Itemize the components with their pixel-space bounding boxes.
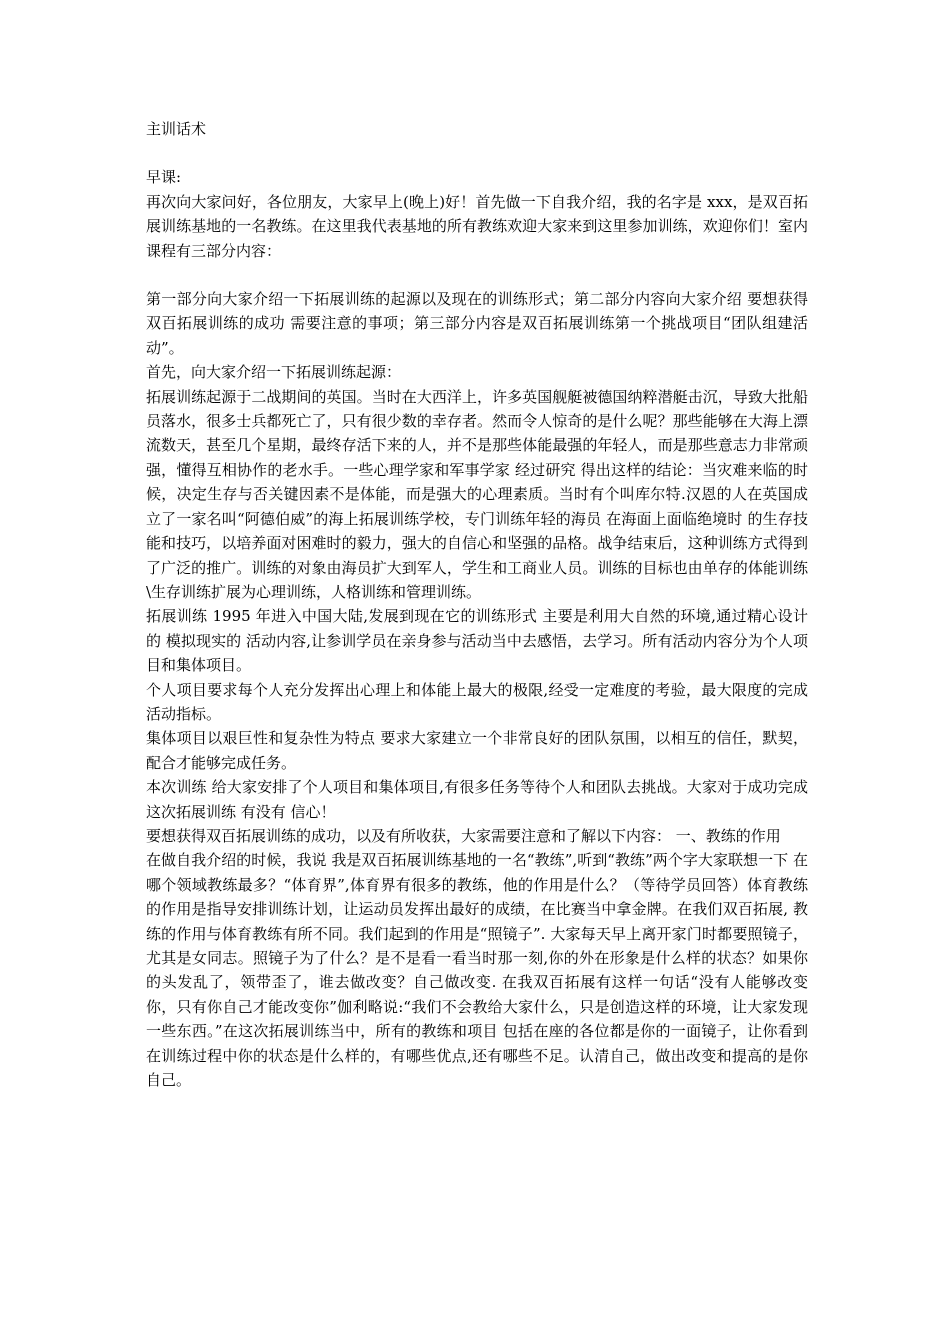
paragraph-spacer: [146, 263, 808, 287]
paragraph-origin-history: 拓展训练起源于二战期间的英国。当时在大西洋上，许多英国舰艇被德国纳粹潜艇击沉，导致大批船员落水，很多士兵都死亡了，只有很少数的幸存者。然而令人惊奇的是什么呢？那些能够在大海上漂流数天，甚至几个星期，最终存活下来的人，并不是那些体能最强的年轻人，而是那些意志力非常顽强，懂得互相协作的老水手。一些心理学家和军事学家 经过研究 得出这样的结论：当灾难来临的时候，决定生存与否关键因素不是体能，而是强大的心理素质。当时有个叫库尔特.汉恩的人在英国成立了一家名叫“阿德伯威”的海上拓展训练学校，专门训练年轻的海员 在海面上面临绝境时 的生存技能和技巧，以培养面对困难时的毅力，强大的自信心和坚强的品格。战争结束后，这种训练方式得到了广泛的推广。训练的对象由海员扩大到军人，学生和工商业人员。训练的目标也由单存的体能训练\生存训练扩展为心理训练，人格训练和管理训练。: [146, 387, 808, 601]
paragraph-origin-intro: 首先，向大家介绍一下拓展训练起源：: [146, 363, 402, 382]
paragraph-success-notes: 要想获得双百拓展训练的成功，以及有所收获，大家需要注意和了解以下内容： 一、教练的作用: [146, 826, 781, 845]
paragraph-greeting: 再次向大家问好，各位朋友，大家早上(晚上)好！首先做一下自我介绍，我的名字是 xxx，是双百拓展训练基地的一名教练。在这里我代表基地的所有教练欢迎大家来到这里参加训练，欢迎你们！室内课程有三部分内容：: [146, 192, 808, 260]
document-body: [146, 117, 808, 1092]
paragraph-coach-role: 在做自我介绍的时候，我说 我是双百拓展训练基地的一名“教练”,听到“教练”两个字大家联想一下 在哪个领域教练最多？“体育界”,体育界有很多的教练，他的作用是什么？（等待学员回答）体育教练的作用是指导安排训练计划，让运动员发挥出最好的成绩，在比赛当中拿金牌。在我们双百拓展, 教练的作用与体育教练有所不同。我们起到的作用是“照镜子”. 大家每天早上离开家门时都要照镜子，尤其是女同志。照镜子为了什么？是不是看一看当时那一刻,你的外在形象是什么样的状态？如果你的头发乱了，领带歪了，谁去做改变？自己做改变. 在我双百拓展有这样一句话“没有人能够改变你，只有你自己才能改变你”伽利略说:“我们不会教给大家什么，只是创造这样的环境，让大家发现一些东西。”在这次拓展训练当中，所有的教练和项目 包括在座的各位都是你的一面镜子，让你看到在训练过程中你的状态是什么样的，有哪些优点,还有哪些不足。认清自己，做出改变和提高的是你自己。: [146, 851, 808, 1090]
paragraph-this-training: 本次训练 给大家安排了个人项目和集体项目,有很多任务等待个人和团队去挑战。大家对于成功完成这次拓展训练 有没有 信心！: [146, 778, 808, 821]
document-title: 主训话术: [146, 120, 207, 138]
paragraph-group-projects: 集体项目以艰巨性和复杂性为特点 要求大家建立一个非常良好的团队氛围，以相互的信任，默契，配合才能够完成任务。: [146, 729, 808, 772]
paragraph-course-outline: 第一部分向大家介绍一下拓展训练的起源以及现在的训练形式；第二部分内容向大家介绍 要想获得双百拓展训练的成功 需要注意的事项；第三部分内容是双百拓展训练第一个挑战项目“团队组建活动”。: [146, 290, 808, 357]
paragraph-morning-label: 早课:: [146, 168, 182, 187]
paragraph-individual-projects: 个人项目要求每个人充分发挥出心理上和体能上最大的极限,经受一定难度的考验，最大限度的完成活动指标。: [146, 680, 808, 723]
paragraph-china-development: 拓展训练 1995 年进入中国大陆,发展到现在它的训练形式 主要是利用大自然的环境,通过精心设计的 模拟现实的 活动内容,让参训学员在亲身参与活动当中去感悟，去学习。所有活动内容分为个人项目和集体项目。: [146, 607, 808, 675]
